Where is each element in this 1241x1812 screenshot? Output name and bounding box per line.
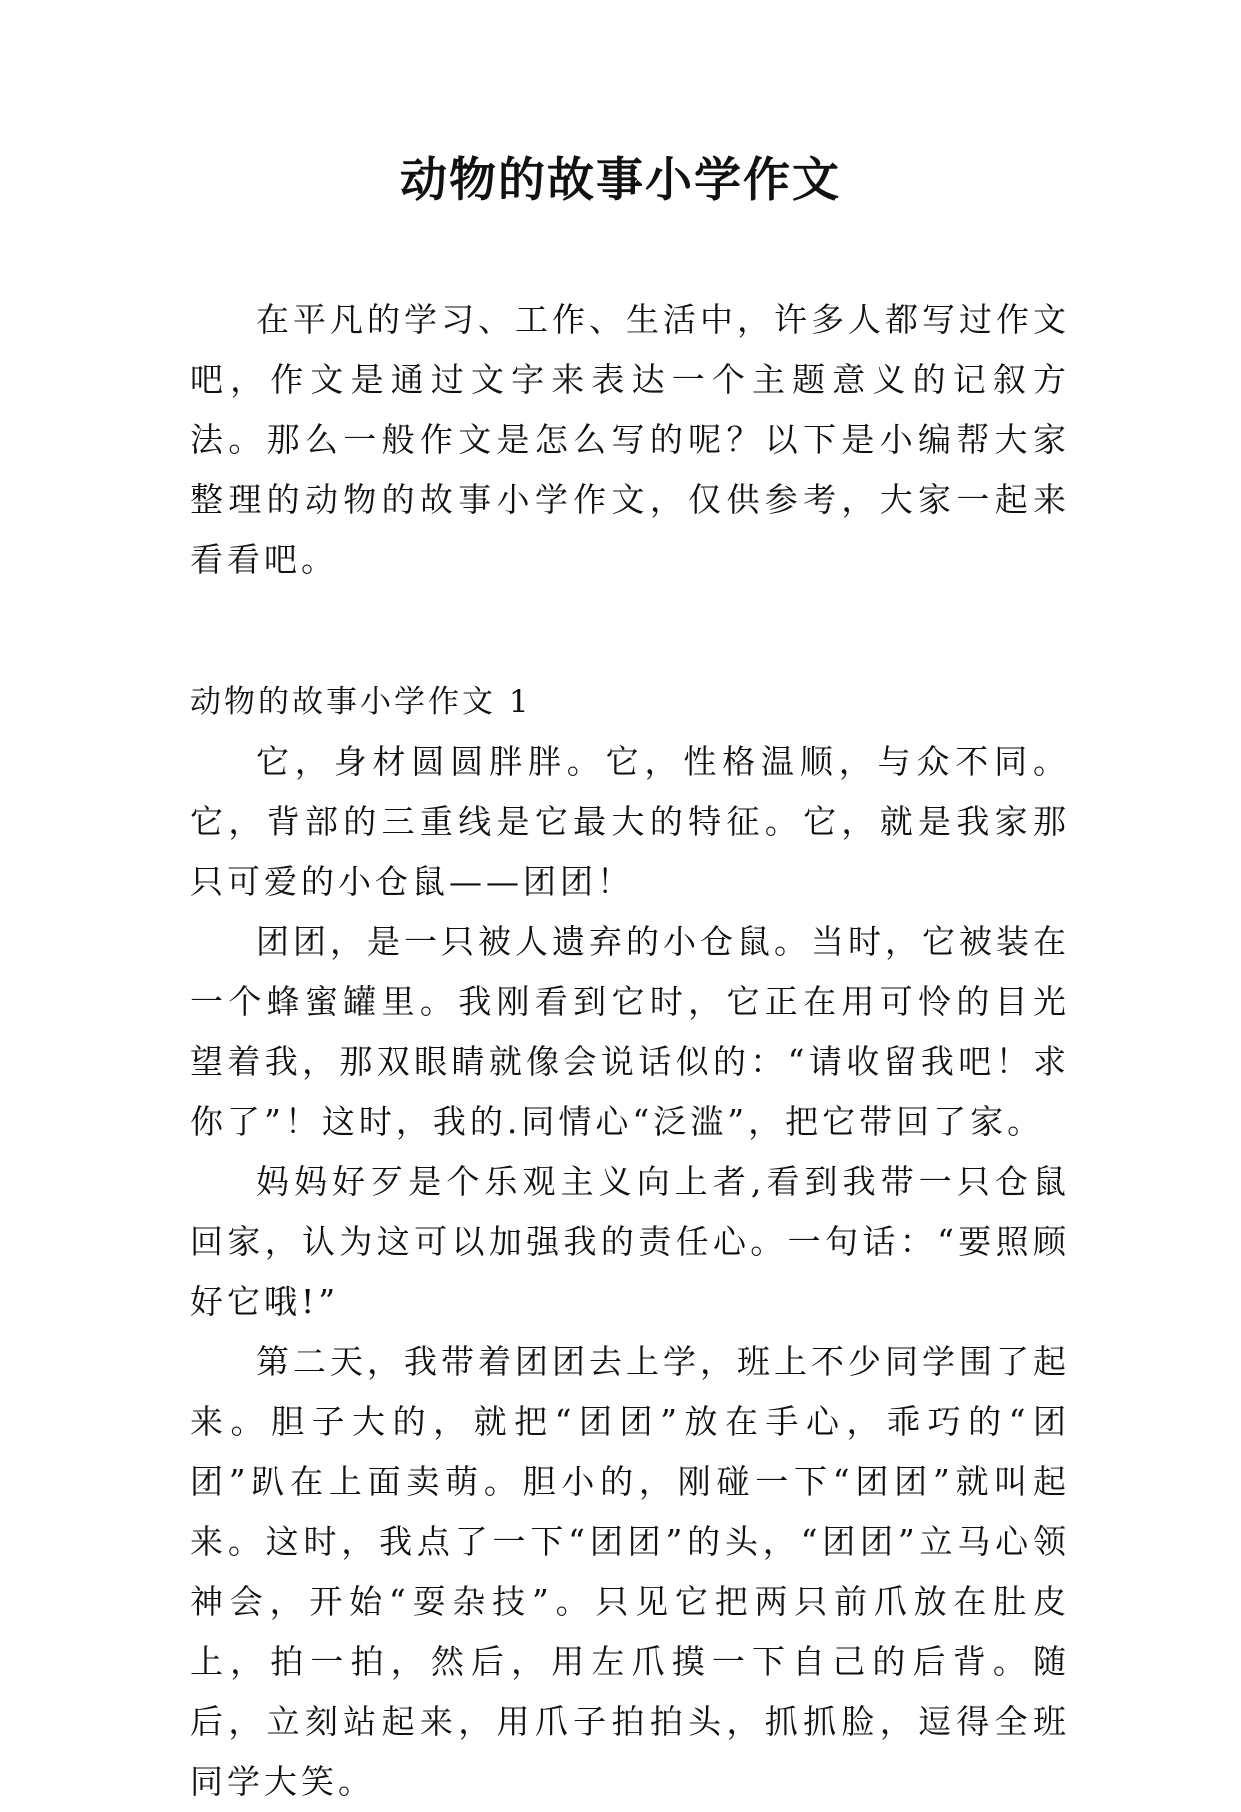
intro-paragraph: 在平凡的学习、工作、生活中，许多人都写过作文吧，作文是通过文字来表达一个主题意义的记叙方法。那么一般作文是怎么写的呢？以下是小编帮大家整理的动物的故事小学作文，仅供参考，大家一起来看看吧。 xyxy=(190,300,1070,579)
body-paragraph: 妈妈好歹是个乐观主义向上者,看到我带一只仓鼠回家，认为这可以加强我的责任心。一句话：“要照顾好它哦!” xyxy=(190,1162,1070,1321)
body-paragraph: 它，身材圆圆胖胖。它，性格温顺，与众不同。它，背部的三重线是它最大的特征。它，就是我家那只可爱的小仓鼠——团团！ xyxy=(190,742,1070,901)
document-title: 动物的故事小学作文 xyxy=(400,153,841,208)
body-paragraph: 团团，是一只被人遗弃的小仓鼠。当时，它被装在一个蜂蜜罐里。我刚看到它时，它正在用可怜的目光望着我，那双眼睛就像会说话似的：“请收留我吧！求你了”！这时，我的.同情心“泛滥”，把它带回了家。 xyxy=(190,922,1070,1141)
document-body xyxy=(190,290,1070,1812)
body-paragraph: 第二天，我带着团团去上学，班上不少同学围了起来。胆子大的，就把“团团”放在手心，乖巧的“团团”趴在上面卖萌。胆小的，刚碰一下“团团”就叫起来。这时，我点了一下“团团”的头，“团团”立马心领神会，开始“耍杂技”。只见它把两只前爪放在肚皮上，拍一拍，然后，用左爪摸一下自己的后背。随后，立刻站起来，用爪子拍拍头，抓抓脸，逗得全班同学大笑。 xyxy=(190,1342,1070,1801)
section-heading: 动物的故事小学作文 1 xyxy=(190,684,532,720)
